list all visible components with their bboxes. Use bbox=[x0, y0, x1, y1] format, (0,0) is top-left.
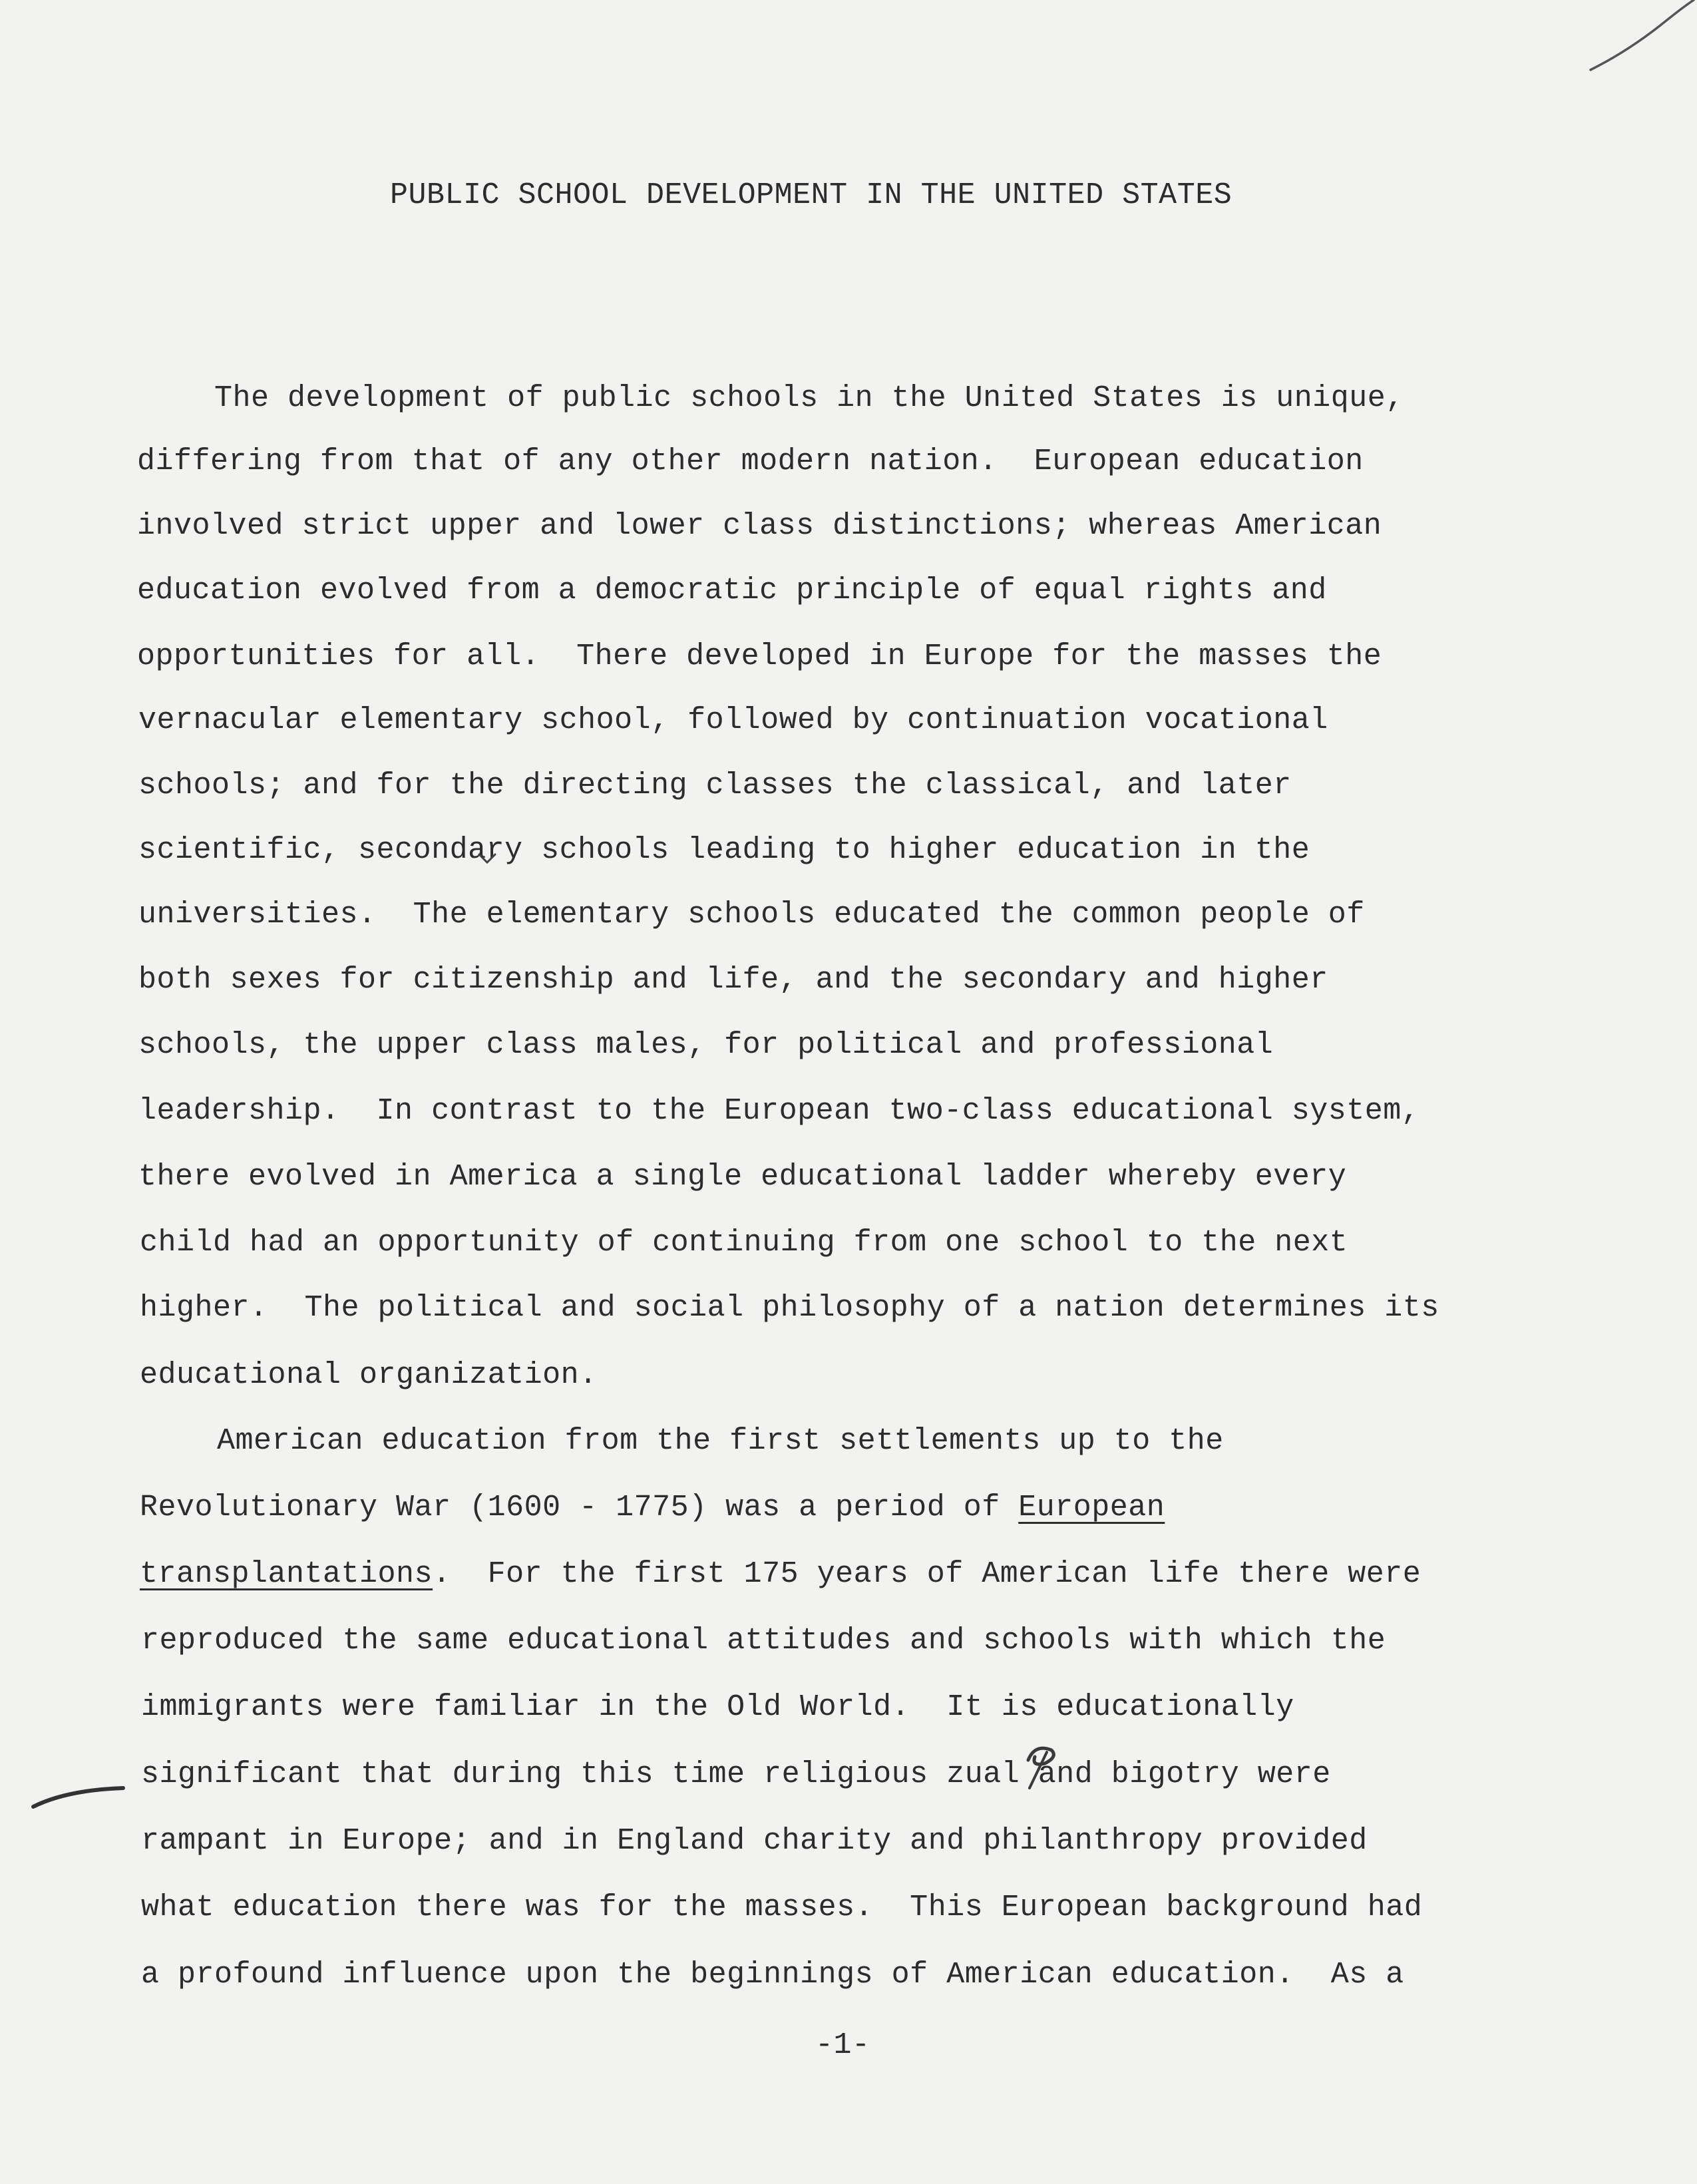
body-line-21: immigrants were familiar in the Old World. It is educationally bbox=[141, 1690, 1294, 1724]
body-line-8: scientific, secondary schools leading to higher education in the bbox=[138, 833, 1310, 867]
body-line-9: universities. The elementary schools educated the common people of bbox=[138, 898, 1365, 932]
body-line-14: child had an opportunity of continuing from one school to the next bbox=[140, 1226, 1348, 1260]
body-line-17: American education from the first settlements up to the bbox=[217, 1424, 1224, 1458]
underlined-european: European bbox=[1018, 1491, 1165, 1525]
body-line-24: what education there was for the masses. This European background had bbox=[141, 1891, 1423, 1924]
corner-pen-mark bbox=[1577, 0, 1697, 80]
body-line-23: rampant in Europe; and in England charity and philanthropy provided bbox=[141, 1824, 1368, 1858]
body-line-7: schools; and for the directing classes the classical, and later bbox=[138, 769, 1292, 803]
body-line-19-text: . For the first 175 years of American life there were bbox=[433, 1557, 1421, 1591]
underlined-transplantations: transplantations bbox=[140, 1557, 433, 1591]
body-line-20: reproduced the same educational attitudes and schools with which the bbox=[141, 1624, 1386, 1658]
body-line-18-text: Revolutionary War (1600 - 1775) was a period of bbox=[140, 1491, 1019, 1525]
body-line-12: leadership. In contrast to the European two-class educational system, bbox=[138, 1094, 1420, 1128]
body-line-1: The development of public schools in the United States is unique, bbox=[214, 381, 1404, 415]
margin-pen-mark bbox=[27, 1773, 133, 1813]
body-line-2: differing from that of any other modern nation. European education bbox=[137, 445, 1364, 478]
body-line-3: involved strict upper and lower class distinctions; whereas American bbox=[137, 509, 1382, 543]
body-line-13: there evolved in America a single educational ladder whereby every bbox=[138, 1160, 1347, 1194]
document-title: PUBLIC SCHOOL DEVELOPMENT IN THE UNITED STATES bbox=[390, 178, 1232, 212]
body-line-6: vernacular elementary school, followed by continuation vocational bbox=[138, 703, 1328, 737]
body-line-19 bbox=[140, 1557, 1421, 1591]
handwritten-correction-mark bbox=[1015, 1733, 1068, 1793]
caret-mark bbox=[474, 850, 500, 870]
body-line-22: significant that during this time religious zual and bigotry were bbox=[141, 1757, 1331, 1791]
body-line-4: education evolved from a democratic principle of equal rights and bbox=[137, 574, 1327, 608]
body-line-25: a profound influence upon the beginnings of American education. As a bbox=[141, 1958, 1404, 1992]
body-line-15: higher. The political and social philosophy of a nation determines its bbox=[140, 1291, 1439, 1325]
body-line-5: opportunities for all. There developed in Europe for the masses the bbox=[137, 639, 1382, 673]
body-line-18 bbox=[140, 1491, 1165, 1525]
body-line-16: educational organization. bbox=[140, 1358, 598, 1392]
body-line-11: schools, the upper class males, for political and professional bbox=[138, 1028, 1274, 1062]
body-line-10: both sexes for citizenship and life, and the secondary and higher bbox=[138, 963, 1328, 997]
page-number: -1- bbox=[815, 2028, 870, 2062]
